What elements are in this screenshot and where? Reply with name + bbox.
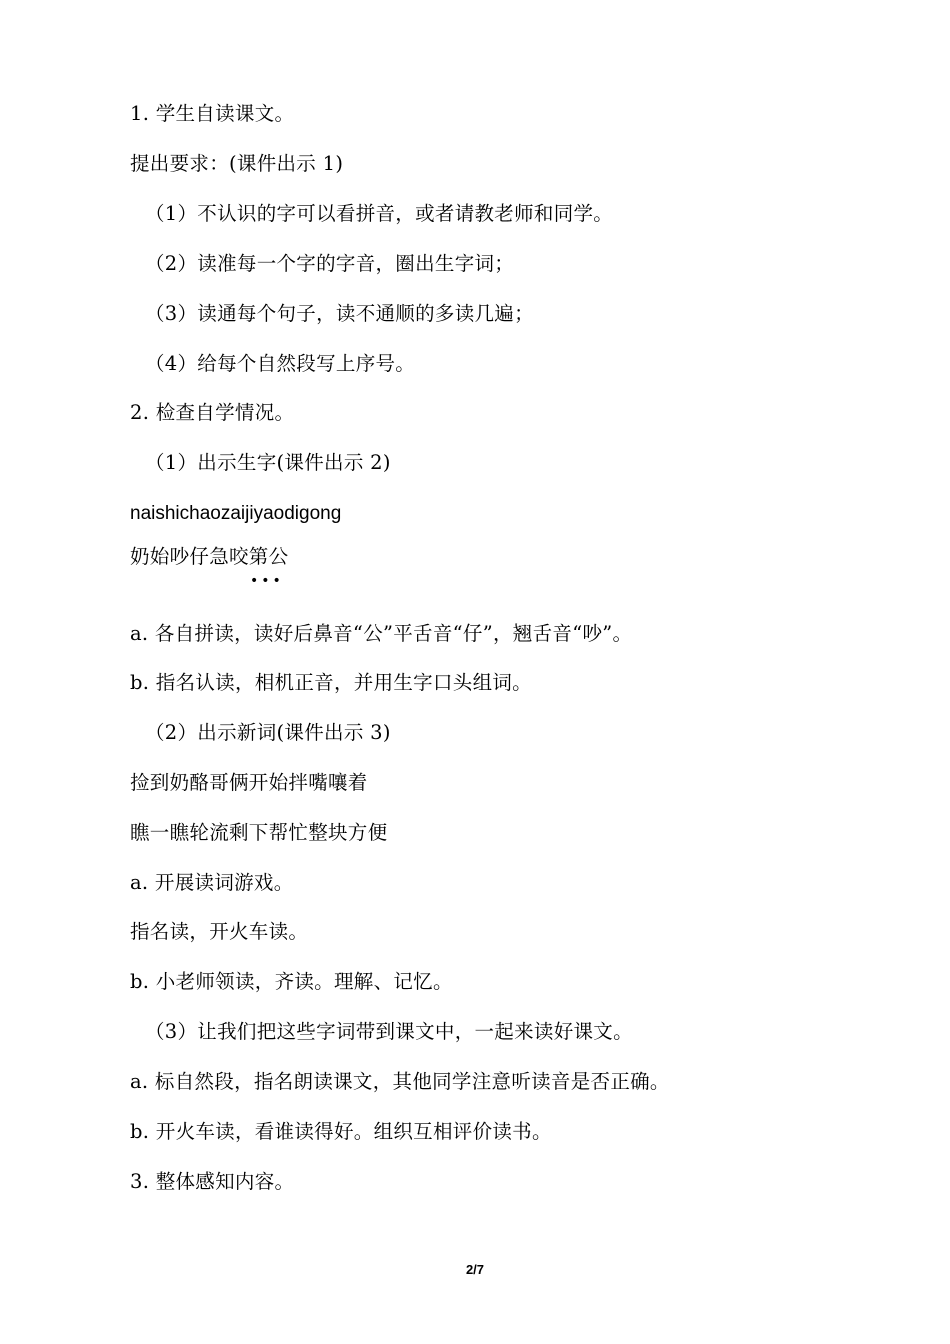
item-b-reading: b. 指名认读，相机正音，并用生字口头组词。 xyxy=(130,671,532,694)
show-new-characters: （1）出示生字(课件出示 2) xyxy=(145,451,391,474)
new-characters: 奶始吵仔急咬第公 xyxy=(130,545,289,568)
item-b-lead: b. 小老师领读，齐读。理解、记忆。 xyxy=(130,970,453,993)
step-1-heading: 1. 学生自读课文。 xyxy=(130,102,295,125)
requirement-1: （1）不认识的字可以看拼音，或者请教老师和同学。 xyxy=(145,202,614,225)
item-a-paragraphs: a. 标自然段，指名朗读课文，其他同学注意听读音是否正确。 xyxy=(130,1070,670,1093)
page-number: 2/7 xyxy=(465,1262,485,1277)
requirement-3: （3）读通每个句子，读不通顺的多读几遍； xyxy=(145,302,534,325)
pinyin-line: naishichaozaijiyaodigong xyxy=(130,503,342,524)
emphasis-dots: ••• xyxy=(250,573,284,589)
read-by-name: 指名读，开火车读。 xyxy=(130,920,309,943)
requirement-4: （4）给每个自然段写上序号。 xyxy=(145,352,416,375)
item-b-train: b. 开火车读，看谁读得好。组织互相评价读书。 xyxy=(130,1120,552,1143)
requirements-intro: 提出要求：(课件出示 1) xyxy=(130,152,344,175)
item-a-reading: a. 各自拼读，读好后鼻音“公”平舌音“仔”，翘舌音“吵”。 xyxy=(130,622,633,645)
item-a-game: a. 开展读词游戏。 xyxy=(130,871,294,894)
step-3-heading: 3. 整体感知内容。 xyxy=(130,1170,295,1193)
requirement-2: （2）读准每一个字的字音，圈出生字词； xyxy=(145,252,515,275)
step-2-heading: 2. 检查自学情况。 xyxy=(130,401,295,424)
new-words-2: 瞧一瞧轮流剩下帮忙整块方便 xyxy=(130,821,388,844)
bring-words-to-text: （3）让我们把这些字词带到课文中，一起来读好课文。 xyxy=(145,1020,633,1043)
show-new-words: （2）出示新词(课件出示 3) xyxy=(145,721,391,744)
new-words-1: 捡到奶酪哥俩开始拌嘴嚷着 xyxy=(130,771,368,794)
